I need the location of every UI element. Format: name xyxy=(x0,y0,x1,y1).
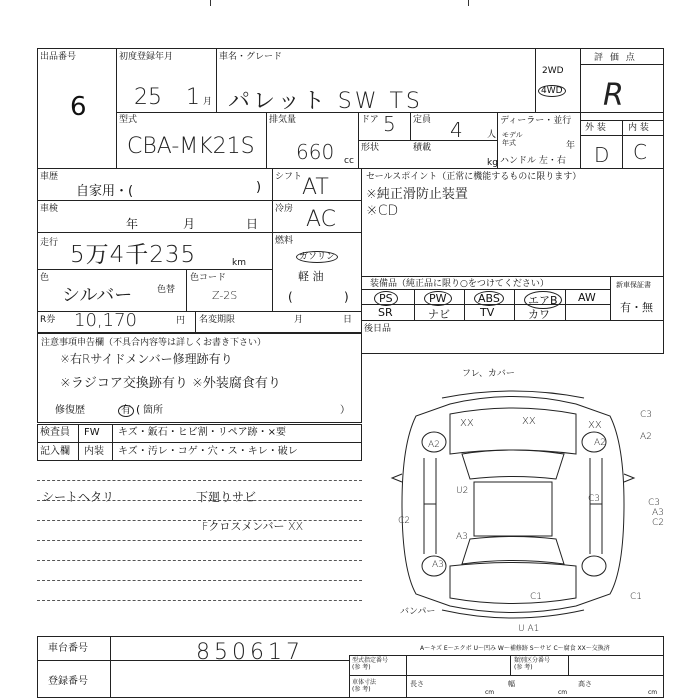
car-name-label: 車名・グレード xyxy=(219,52,283,62)
inspector-interior-items: キズ・汚レ・コゲ・穴・ス・キレ・破レ xyxy=(118,446,298,457)
ac-value: AC xyxy=(306,207,337,232)
exterior-grade: D xyxy=(594,143,610,167)
handle-label: ハンドル 左・右 xyxy=(500,156,566,166)
entry-label: 記入欄 xyxy=(40,446,70,457)
damage-legend: A〜キズ E〜エクボ U〜凹み W〜補修跡 S〜サビ C〜腐食 XX〜交換済 xyxy=(420,645,610,652)
inspection-label: 車検 xyxy=(40,204,59,214)
equipment-bottom-line xyxy=(361,320,664,321)
damage-mark-4: A2 xyxy=(428,440,440,450)
freeform-line-3 xyxy=(37,520,362,521)
freeform-line-7 xyxy=(37,600,362,601)
warranty-label: 新車保証書 xyxy=(616,281,651,289)
interior-label: 内 装 xyxy=(628,123,649,133)
fuel-light-oil: 軽 油 xyxy=(298,270,324,283)
inspector-mid-line xyxy=(37,442,362,443)
freeform-line-5 xyxy=(37,560,362,561)
rating-line-1 xyxy=(580,64,664,65)
first-reg-year: 25 xyxy=(134,85,162,110)
equip-leather: カワ xyxy=(528,308,550,321)
car-diagram xyxy=(362,354,664,644)
title-expiry-month: 月 xyxy=(294,315,304,325)
month-unit: 月 xyxy=(203,97,213,107)
color-change-label: 色替 xyxy=(157,285,176,295)
header-divider-4 xyxy=(580,48,581,169)
shift-value: AT xyxy=(302,175,329,200)
header-divider-3 xyxy=(535,48,536,112)
cm-unit-3: cm xyxy=(648,689,658,696)
dims-label: 車体寸法 (参 考) xyxy=(352,679,377,693)
door-label: ドア xyxy=(361,115,379,125)
damage-mark-1: XX xyxy=(460,418,474,429)
equipment-top-line xyxy=(361,276,664,277)
color-label: 色 xyxy=(40,273,50,283)
length-label: 長さ xyxy=(410,680,424,688)
damage-mark-18: U A1 xyxy=(518,624,540,634)
history-close: ) xyxy=(256,180,262,195)
damage-mark-14: C2 xyxy=(652,518,665,528)
wheel-rear-right xyxy=(582,556,606,576)
capacity-label: 定員 xyxy=(413,115,432,125)
damage-mark-6: C3 xyxy=(640,410,653,420)
color-code-label: 色コード xyxy=(190,273,227,283)
width-label: 幅 xyxy=(508,680,515,688)
displacement-label: 排気量 xyxy=(269,115,297,125)
header-divider-1 xyxy=(116,48,117,169)
equip-navi: ナビ xyxy=(428,308,450,321)
class-label: 類別区分番号 (参 考) xyxy=(514,657,551,671)
drive-2wd: 2WD xyxy=(542,66,564,76)
shift-row-line xyxy=(272,200,362,201)
repair-value: 有 xyxy=(118,405,134,417)
recycle-divider xyxy=(195,311,196,333)
fuel-paren-open: ( xyxy=(288,290,293,304)
equip-ps: PS xyxy=(374,291,398,306)
car-windshield xyxy=(462,450,564,479)
damage-mark-8: U2 xyxy=(456,486,469,496)
repair-close: ） xyxy=(340,405,350,416)
warranty-value: 有・無 xyxy=(620,301,653,314)
repair-label: 修復歴 xyxy=(55,405,85,416)
top-scan-mark-1 xyxy=(210,0,216,6)
details-row-3 xyxy=(37,269,272,270)
damage-mark-3: XX xyxy=(588,420,602,431)
color-value: シルバー xyxy=(62,285,133,306)
damage-mark-11: C3 xyxy=(588,494,601,504)
chassis-no: 850617 xyxy=(196,640,304,665)
interior-grade: C xyxy=(633,140,647,164)
header-divider-2 xyxy=(216,48,217,112)
notes-line2: ※ラジコア交換跡有り ※外装腐食有り xyxy=(60,376,281,391)
car-trunk xyxy=(450,563,576,604)
equip-sr: SR xyxy=(378,306,393,319)
title-expiry-day: 日 xyxy=(343,315,353,325)
chassis-label: 車台番号 xyxy=(48,643,88,654)
model-year-label: モデル 年式 xyxy=(502,131,523,147)
model-value: CBA-MK21S xyxy=(127,134,255,159)
sales-points-line1: ※純正滑防止装置 xyxy=(366,187,468,202)
sales-points-label: セールスポイント（正常に機能するものに限ります） xyxy=(366,172,582,182)
mirror-left xyxy=(392,474,402,482)
rear-bumper xyxy=(442,610,584,618)
mirror-right xyxy=(624,474,634,482)
mileage-value: 5万4千235 xyxy=(70,242,197,268)
inspector-exterior-label: FW xyxy=(84,427,100,438)
rating-label: 評 価 点 xyxy=(594,53,637,63)
doors-value: 5 xyxy=(383,112,396,136)
details-row-2 xyxy=(37,232,272,233)
capacity-value: 4 xyxy=(450,118,463,142)
inspection-year: 年 xyxy=(126,217,139,231)
lot-no-label: 出品番号 xyxy=(40,52,77,62)
cm-unit-1: cm xyxy=(485,689,495,696)
footer-divider-5 xyxy=(568,655,569,675)
damage-mark-10: A3 xyxy=(456,532,468,542)
damage-mark-5: A2 xyxy=(594,438,606,448)
color-code-value: Z-2S xyxy=(212,289,238,302)
repair-paren-open: ( xyxy=(136,403,141,416)
repair-places: 箇所 xyxy=(143,405,163,416)
header-divider-7 xyxy=(410,112,411,140)
rear-seat-label: 後日品 xyxy=(364,324,392,334)
model-label: 型式 xyxy=(119,115,138,125)
diagram-top-note: フレ、カバー xyxy=(462,369,515,379)
notes-line1: ※右Rサイドメンバー修理跡有り xyxy=(60,352,233,366)
title-expiry-label: 名変期限 xyxy=(199,315,236,325)
yen-unit: 円 xyxy=(176,316,186,326)
car-name: パレット SW TS xyxy=(228,89,423,114)
freeform-right-note2: Fクロスメンバー XX xyxy=(202,520,304,533)
equip-pw: PW xyxy=(424,291,452,306)
damage-mark-15: A3 xyxy=(432,560,444,570)
first-reg-label: 初度登録年月 xyxy=(119,52,174,62)
rating-divider xyxy=(622,120,623,169)
car-right-side xyxy=(590,458,602,554)
damage-mark-16: C1 xyxy=(530,592,543,602)
drive-4wd: 4WD xyxy=(538,85,566,97)
equip-aw: AW xyxy=(578,291,596,304)
header-divider-5 xyxy=(266,112,267,169)
capacity-unit: 人 xyxy=(487,130,497,140)
footer-divider-2 xyxy=(349,655,350,698)
shift-label: シフト xyxy=(275,172,303,182)
equip-tv: TV xyxy=(480,306,495,319)
freeform-line-4 xyxy=(37,540,362,541)
recycle-label: R券 xyxy=(40,315,56,325)
history-label: 車歴 xyxy=(40,172,59,182)
equip-abs: ABS xyxy=(474,291,504,306)
mileage-label: 走行 xyxy=(40,238,59,248)
footer-divider-4 xyxy=(510,655,511,675)
inspection-day: 日 xyxy=(246,217,259,231)
car-roof xyxy=(474,482,552,536)
damage-mark-7: A2 xyxy=(640,432,652,442)
cc-unit: cc xyxy=(344,156,354,166)
damage-mark-17: C1 xyxy=(630,592,643,602)
equip-airbag: エアB xyxy=(524,291,562,309)
inspector-interior-label: 内装 xyxy=(84,446,104,457)
details-row-1 xyxy=(37,200,272,201)
freeform-right-note1: 下廻りサビ xyxy=(196,490,257,504)
reg-no-label: 登録番号 xyxy=(48,676,88,687)
details-divider xyxy=(272,168,273,311)
damage-mark-9: C2 xyxy=(398,516,411,526)
damage-mark-12: C3 xyxy=(648,498,661,508)
bumper-note: バンパー xyxy=(400,607,436,617)
dealer-label: ディーラー・並行 xyxy=(500,116,572,126)
model-year-unit: 年 xyxy=(566,141,576,151)
fuel-label: 燃料 xyxy=(275,236,294,246)
equipment-mid-line xyxy=(361,289,610,290)
car-rear-window xyxy=(462,537,564,565)
eq-col-3 xyxy=(514,289,515,320)
color-divider xyxy=(186,269,187,311)
car-hood xyxy=(450,408,576,454)
footer-divider-1 xyxy=(110,636,111,698)
shape-label: 形状 xyxy=(361,143,380,153)
top-scan-mark-2 xyxy=(468,0,474,6)
equipment-divider xyxy=(610,276,611,320)
eq-col-4 xyxy=(565,289,566,320)
displacement-value: 660 xyxy=(296,140,335,164)
lot-no: 6 xyxy=(70,92,87,122)
load-label: 積載 xyxy=(413,143,432,153)
km-unit: km xyxy=(232,258,246,268)
header-mid-line xyxy=(358,140,497,141)
freeform-left-note: シートヘタリ xyxy=(42,490,115,504)
equipment-label: 装備品（純正品に限り○をつけてください） xyxy=(370,279,549,289)
footer-right-mid xyxy=(349,675,664,676)
history-value: 自家用・( xyxy=(76,184,134,199)
cm-unit-2: cm xyxy=(558,689,568,696)
damage-mark-2: XX xyxy=(522,416,536,427)
recycle-amount: 10,170 xyxy=(74,310,137,331)
car-left-side xyxy=(424,458,436,554)
inspector-exterior-items: キズ・鈑石・ヒビ割・リペア跡・×要 xyxy=(118,427,286,438)
ac-label: 冷房 xyxy=(275,204,294,214)
freeform-line-6 xyxy=(37,580,362,581)
height-label: 高さ xyxy=(578,680,592,688)
inspector-label: 検査員 xyxy=(40,427,70,438)
first-reg-month: 1 xyxy=(186,85,200,110)
damage-mark-13: A3 xyxy=(652,508,664,518)
eq-col-1 xyxy=(414,289,415,320)
notes-label: 注意事項申告欄（不具合内容等は詳しくお書き下さい） xyxy=(41,338,267,348)
eq-col-2 xyxy=(464,289,465,320)
footer-block xyxy=(37,636,664,698)
ac-row-line xyxy=(272,232,362,233)
freeform-line-1 xyxy=(37,480,362,481)
inspection-month: 月 xyxy=(183,217,196,231)
exterior-label: 外 装 xyxy=(585,123,606,133)
footer-divider-3 xyxy=(406,655,407,698)
fuel-gasoline: ガソリン xyxy=(296,251,338,263)
kg-unit: kg xyxy=(487,158,498,168)
fuel-paren-close: ) xyxy=(344,290,349,304)
footer-right-top xyxy=(349,655,664,656)
sales-points-line2: ※CD xyxy=(366,203,399,219)
type-designation-label: 型式指定番号 (参 考) xyxy=(352,657,389,671)
rating-value: R xyxy=(603,78,624,113)
